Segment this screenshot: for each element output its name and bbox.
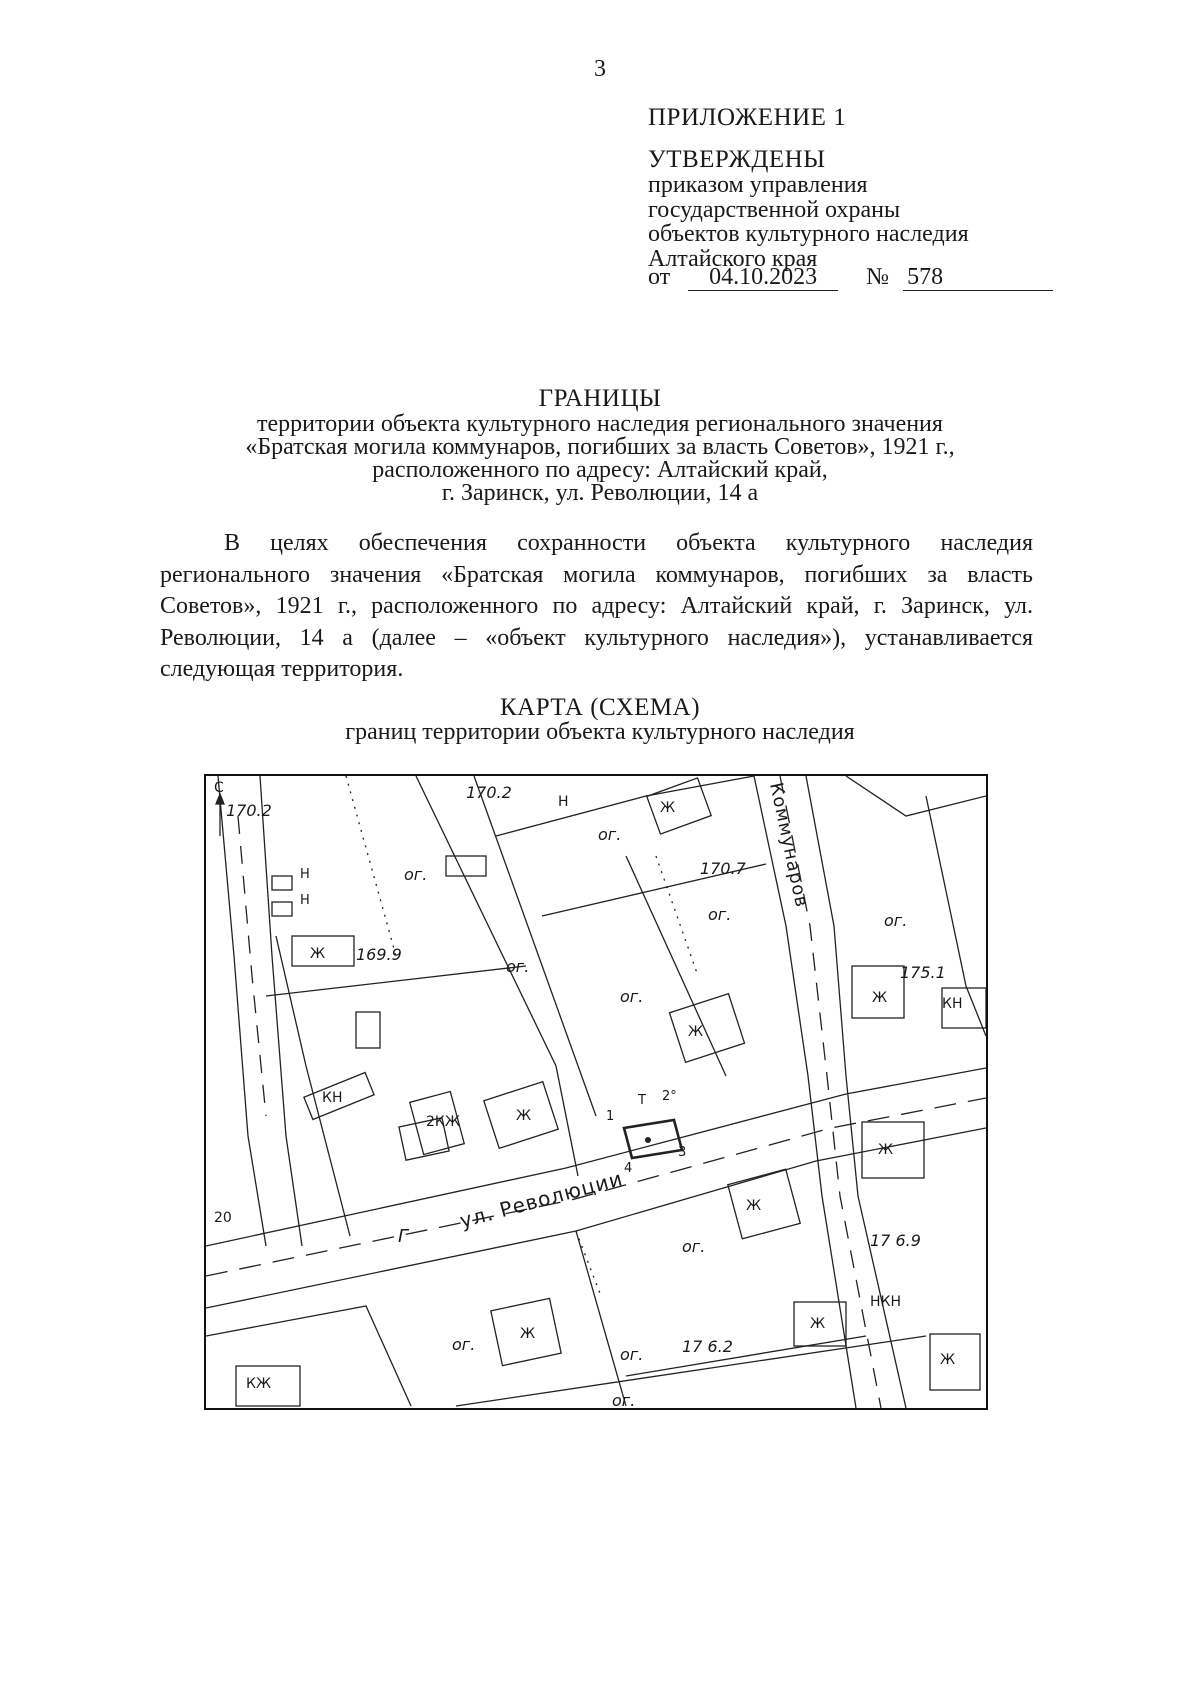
building (272, 902, 292, 916)
garden-label: ог. (682, 1237, 706, 1256)
building (647, 778, 711, 834)
street-revolution-label: ул. Революции (457, 1166, 626, 1233)
building-label: Ж (878, 1142, 894, 1158)
street-communards-label: Коммунаров (765, 780, 813, 910)
building-label: КЖ (246, 1376, 272, 1392)
garden-label: ог. (708, 905, 732, 924)
building-label: Ж (310, 946, 326, 962)
approval-authority (648, 173, 969, 271)
boundary-point-label: 1 (606, 1109, 615, 1124)
building (272, 876, 292, 890)
street-revolution-edge (206, 1128, 986, 1308)
body-paragraph: В целях обеспечения сохранности объекта культурного наследия регионального значения «Братская могила коммунаров, погибших за власть Советов», 1921 г., расположенного по адресу: Алтайский край, г. Заринск, ул. Революции, 14 а (далее – «объект культурного наследия»), устанавливается следующая территория. (160, 530, 1033, 682)
map-subtitle: границ территории объекта культурного наследия (345, 719, 855, 745)
building-label: Н (300, 893, 310, 908)
north-label: С (214, 780, 224, 796)
number-sign: № (866, 264, 890, 290)
document-subtitle (200, 413, 1000, 505)
subtitle-line: г. Заринск, ул. Революции, 14 а (441, 480, 759, 506)
elevation-label: 17 6.2 (682, 1337, 733, 1356)
boundary-point-label: 3 (678, 1145, 687, 1160)
building-label: 2КЖ (426, 1114, 460, 1130)
approval-line: государственной охраны (648, 196, 901, 223)
garden-label: ог. (620, 987, 644, 1006)
garden-label: ог. (620, 1345, 644, 1364)
approved-heading: УТВЕРЖДЕНЫ (648, 146, 826, 173)
building-label: НКН (870, 1294, 901, 1310)
elevation-label: 17 6.9 (870, 1231, 921, 1250)
elevation-label: 170.7 (700, 859, 746, 878)
garden-label: ог. (404, 865, 428, 884)
order-number: 578 (903, 264, 1053, 291)
building-label: Ж (520, 1326, 536, 1342)
order-date: 04.10.2023 (688, 264, 838, 291)
garden-label: ог. (598, 825, 622, 844)
appendix-label: ПРИЛОЖЕНИЕ 1 (648, 104, 847, 131)
elevation-label: 175.1 (900, 963, 946, 982)
approval-line: объектов культурного наследия (648, 221, 969, 247)
boundary-point-label: Т (638, 1093, 646, 1108)
monument-marker-icon (645, 1137, 651, 1143)
garden-label: ог. (884, 911, 908, 930)
house-number: 20 (214, 1210, 232, 1226)
map-drawing (206, 776, 986, 1408)
approval-line: Алтайского края (648, 245, 818, 272)
date-number-row (648, 264, 1053, 291)
building-label: КН (322, 1090, 343, 1106)
building-label: Ж (746, 1198, 762, 1214)
boundary-point-label: 2° (662, 1089, 677, 1104)
building-label: Н (300, 867, 310, 882)
building-label: Ж (688, 1024, 704, 1040)
garden-label: ог. (612, 1391, 636, 1408)
subtitle-line: «Братская могила коммунаров, погибших за власть Советов», 1921 г., (245, 434, 955, 460)
building (356, 1012, 380, 1048)
building (728, 1169, 800, 1239)
building (669, 994, 744, 1063)
boundary-point-label: 4 (624, 1161, 633, 1176)
road-letter: Г (398, 1226, 409, 1247)
approval-line: приказом управления (648, 172, 868, 198)
subtitle-line: расположенного по адресу: Алтайский край, (372, 457, 828, 483)
building-label: Ж (660, 800, 676, 816)
elevation-label: 169.9 (356, 945, 402, 964)
building-label: Ж (940, 1352, 956, 1368)
building-label: Н (558, 794, 569, 810)
building-label: Ж (872, 990, 888, 1006)
map-title: КАРТА (СХЕМА) (499, 694, 701, 721)
elevation-label: 170.2 (466, 783, 512, 802)
garden-label: ог. (452, 1335, 476, 1354)
elevation-label: 170.2 (226, 801, 272, 820)
building-label: Ж (810, 1316, 826, 1332)
building (446, 856, 486, 876)
building-label: Ж (516, 1108, 532, 1124)
boundary-map (204, 774, 988, 1410)
document-title: ГРАНИЦЫ (538, 385, 662, 412)
date-prefix: от (648, 264, 671, 290)
subtitle-line: территории объекта культурного наследия регионального значения (257, 411, 943, 437)
page-number: 3 (594, 56, 606, 82)
building-label: КН (942, 996, 963, 1012)
garden-label: ог. (506, 957, 530, 976)
